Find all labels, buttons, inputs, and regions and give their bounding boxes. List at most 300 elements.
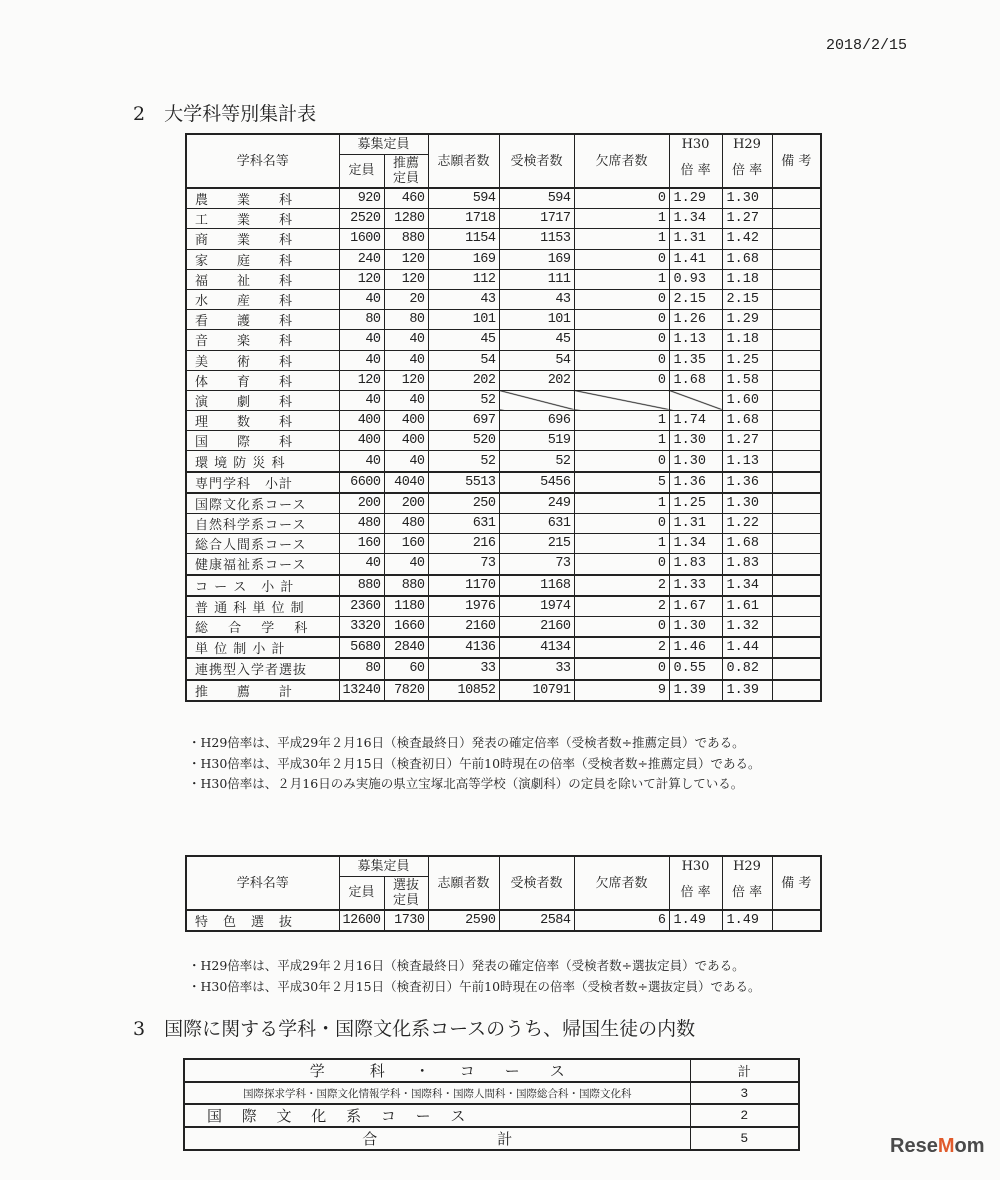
row-name: 音 楽 科 xyxy=(186,330,339,350)
examinees-cell: 43 xyxy=(499,289,574,309)
applicants-cell: 54 xyxy=(428,350,499,370)
absent-cell: 2 xyxy=(574,596,669,617)
header-applicants: 志願者数 xyxy=(428,134,499,188)
row-name: 商 業 科 xyxy=(186,229,339,249)
table-row xyxy=(186,350,821,370)
h30-rate-cell: 1.83 xyxy=(669,554,722,575)
notes-cell xyxy=(772,514,821,534)
header-notes: 備 考 xyxy=(772,856,821,910)
h30-rate-cell: 1.30 xyxy=(669,431,722,451)
notes-cell xyxy=(772,451,821,472)
header-h29: H29 xyxy=(722,856,772,876)
applicants-cell: 4136 xyxy=(428,637,499,658)
rec-capacity-cell: 7820 xyxy=(384,680,428,701)
table-row xyxy=(186,330,821,350)
row-name: 自然科学系コース xyxy=(186,514,339,534)
table-row xyxy=(184,1127,799,1150)
h30-rate-cell: 1.34 xyxy=(669,534,722,554)
applicants-cell: 73 xyxy=(428,554,499,575)
absent-cell: 1 xyxy=(574,209,669,229)
note-line: ・H29倍率は、平成29年２月16日（検査最終日）発表の確定倍率（受検者数÷選抜定員）である。 xyxy=(188,958,745,973)
header-notes: 備 考 xyxy=(772,134,821,188)
capacity-cell: 1600 xyxy=(339,229,384,249)
h29-rate-cell: 1.18 xyxy=(722,269,772,289)
header-capacity: 定員 xyxy=(339,876,384,910)
capacity-cell: 80 xyxy=(339,310,384,330)
absent-cell: 0 xyxy=(574,249,669,269)
h30-rate-cell: 1.49 xyxy=(669,910,722,931)
examinees-cell: 202 xyxy=(499,370,574,390)
section-2-title: 2 大学科等別集計表 xyxy=(133,103,317,125)
h30-rate-cell: 1.35 xyxy=(669,350,722,370)
table-row xyxy=(186,310,821,330)
notes-cell xyxy=(772,534,821,554)
header-h29-rate: 倍 率 xyxy=(722,876,772,910)
resemom-logo: ReseMom xyxy=(890,1135,985,1157)
row-name: 専門学科 小計 xyxy=(186,472,339,493)
applicants-cell: 43 xyxy=(428,289,499,309)
h29-rate-cell: 1.44 xyxy=(722,637,772,658)
table-row xyxy=(186,249,821,269)
row-name: 連携型入学者選抜 xyxy=(186,658,339,679)
h30-rate-cell: 0.55 xyxy=(669,658,722,679)
notes-cell xyxy=(772,493,821,514)
table-row xyxy=(186,554,821,575)
applicants-cell: 697 xyxy=(428,411,499,431)
capacity-cell: 40 xyxy=(339,554,384,575)
rec-capacity-cell: 80 xyxy=(384,310,428,330)
header-examinees: 受検者数 xyxy=(499,856,574,910)
notes-cell xyxy=(772,289,821,309)
capacity-cell: 480 xyxy=(339,514,384,534)
h30-rate-cell: 1.46 xyxy=(669,637,722,658)
absent-cell: 1 xyxy=(574,534,669,554)
row-name: 農 業 科 xyxy=(186,188,339,209)
table-row xyxy=(186,390,821,410)
applicants-cell: 216 xyxy=(428,534,499,554)
rec-capacity-cell: 4040 xyxy=(384,472,428,493)
h30-rate-cell: 1.26 xyxy=(669,310,722,330)
rec-capacity-cell: 460 xyxy=(384,188,428,209)
applicants-cell: 1718 xyxy=(428,209,499,229)
examinees-cell: 10791 xyxy=(499,680,574,701)
notes-cell xyxy=(772,472,821,493)
h29-rate-cell: 1.13 xyxy=(722,451,772,472)
h29-rate-cell: 1.30 xyxy=(722,188,772,209)
absent-cell: 0 xyxy=(574,616,669,637)
h30-rate-cell: 1.68 xyxy=(669,370,722,390)
applicants-cell: 1976 xyxy=(428,596,499,617)
table-row xyxy=(186,637,821,658)
h30-rate-cell: 0.93 xyxy=(669,269,722,289)
absent-cell: 1 xyxy=(574,411,669,431)
h30-rate-cell: 1.74 xyxy=(669,411,722,431)
examinees-cell: 1717 xyxy=(499,209,574,229)
notes-cell xyxy=(772,431,821,451)
capacity-cell: 40 xyxy=(339,390,384,410)
examinees-cell: 169 xyxy=(499,249,574,269)
h30-rate-cell: 1.34 xyxy=(669,209,722,229)
h30-rate-cell: 1.30 xyxy=(669,451,722,472)
notes-cell xyxy=(772,229,821,249)
header-h30: H30 xyxy=(669,856,722,876)
capacity-cell: 3320 xyxy=(339,616,384,637)
applicants-cell: 594 xyxy=(428,188,499,209)
note-line: ・H30倍率は、平成30年２月15日（検査初日）午前10時現在の倍率（受検者数÷推薦定員）である。 xyxy=(188,755,761,771)
table-row xyxy=(186,188,821,209)
header-applicants: 志願者数 xyxy=(428,856,499,910)
row-name: 国 際 科 xyxy=(186,431,339,451)
absent-cell: 0 xyxy=(574,289,669,309)
row-name: 理 数 科 xyxy=(186,411,339,431)
absent-cell: 2 xyxy=(574,575,669,596)
capacity-cell: 200 xyxy=(339,493,384,514)
examinees-cell: 1974 xyxy=(499,596,574,617)
table-row xyxy=(186,575,821,596)
row-name: コ ー ス 小 計 xyxy=(186,575,339,596)
capacity-cell: 40 xyxy=(339,451,384,472)
h29-rate-cell: 1.32 xyxy=(722,616,772,637)
header-h30: H30 xyxy=(669,134,722,154)
h29-rate-cell: 1.39 xyxy=(722,680,772,701)
applicants-cell: 33 xyxy=(428,658,499,679)
capacity-cell: 120 xyxy=(339,370,384,390)
absent-cell: 0 xyxy=(574,370,669,390)
applicants-cell: 250 xyxy=(428,493,499,514)
h29-rate-cell: 1.60 xyxy=(722,390,772,410)
h30-rate-cell: 1.67 xyxy=(669,596,722,617)
rec-capacity-cell: 120 xyxy=(384,269,428,289)
applicants-cell: 2590 xyxy=(428,910,499,931)
capacity-cell: 40 xyxy=(339,350,384,370)
examinees-cell: 5456 xyxy=(499,472,574,493)
rec-capacity-cell: 40 xyxy=(384,554,428,575)
table-row xyxy=(186,680,821,701)
h29-rate-cell: 1.27 xyxy=(722,431,772,451)
notes-cell xyxy=(772,370,821,390)
header-h29: H29 xyxy=(722,134,772,154)
table-row xyxy=(186,411,821,431)
header-absent: 欠席者数 xyxy=(574,856,669,910)
h30-rate-cell: 1.13 xyxy=(669,330,722,350)
table-row xyxy=(186,658,821,679)
notes-cell xyxy=(772,910,821,931)
applicants-cell: 2160 xyxy=(428,616,499,637)
notes-recommendation xyxy=(188,733,761,795)
h30-rate-cell: 1.33 xyxy=(669,575,722,596)
header-h30-rate: 倍 率 xyxy=(669,154,722,188)
rec-capacity-cell: 40 xyxy=(384,350,428,370)
examinees-cell: 52 xyxy=(499,451,574,472)
table-row xyxy=(186,269,821,289)
row-name: 国際文化系コース xyxy=(186,493,339,514)
h29-rate-cell: 1.36 xyxy=(722,472,772,493)
examinees-cell: 696 xyxy=(499,411,574,431)
header-rec-capacity: 推薦 定員 xyxy=(384,154,428,188)
absent-cell: 1 xyxy=(574,269,669,289)
examinees-cell: 249 xyxy=(499,493,574,514)
examinees-cell: 4134 xyxy=(499,637,574,658)
h30-rate-cell: 1.29 xyxy=(669,188,722,209)
examinees-cell: 45 xyxy=(499,330,574,350)
section-3-title: 3 国際に関する学科・国際文化系コースのうち、帰国生徒の内数 xyxy=(133,1018,696,1040)
examinees-cell: 33 xyxy=(499,658,574,679)
applicants-cell: 1154 xyxy=(428,229,499,249)
notes-cell xyxy=(772,209,821,229)
total-cell: 2 xyxy=(690,1104,799,1127)
h29-rate-cell: 1.25 xyxy=(722,350,772,370)
header-h29-rate: 倍 率 xyxy=(722,154,772,188)
h29-rate-cell: 1.83 xyxy=(722,554,772,575)
note-line: ・H30倍率は、２月16日のみ実施の県立宝塚北高等学校（演劇科）の定員を除いて計算している。 xyxy=(188,776,744,791)
capacity-cell: 40 xyxy=(339,289,384,309)
notes-selection xyxy=(188,956,761,997)
header-capacity-group: 募集定員 xyxy=(339,856,428,876)
examinees-cell: 1168 xyxy=(499,575,574,596)
total-cell: 3 xyxy=(690,1082,799,1104)
recommendation-table xyxy=(185,133,822,702)
examinees-cell: 2160 xyxy=(499,616,574,637)
rec-capacity-cell: 40 xyxy=(384,451,428,472)
applicants-cell: 10852 xyxy=(428,680,499,701)
row-name: 水 産 科 xyxy=(186,289,339,309)
h30-rate-cell: 1.31 xyxy=(669,229,722,249)
h30-rate-cell: 1.41 xyxy=(669,249,722,269)
note-line: ・H30倍率は、平成30年２月15日（検査初日）午前10時現在の倍率（受検者数÷選抜定員）である。 xyxy=(188,978,761,994)
notes-cell xyxy=(772,310,821,330)
notes-cell xyxy=(772,330,821,350)
notes-cell xyxy=(772,269,821,289)
examinees-cell: 1153 xyxy=(499,229,574,249)
table-row xyxy=(186,289,821,309)
applicants-cell: 169 xyxy=(428,249,499,269)
absent-cell: 5 xyxy=(574,472,669,493)
header-total: 計 xyxy=(690,1059,799,1082)
capacity-cell: 40 xyxy=(339,330,384,350)
rec-capacity-cell: 160 xyxy=(384,534,428,554)
table-row xyxy=(184,1082,799,1104)
applicants-cell: 5513 xyxy=(428,472,499,493)
absent-cell: 9 xyxy=(574,680,669,701)
row-name: 健康福祉系コース xyxy=(186,554,339,575)
examinees-cell: 594 xyxy=(499,188,574,209)
row-name: 工 業 科 xyxy=(186,209,339,229)
row-name: 看 護 科 xyxy=(186,310,339,330)
examinees-cell: 2584 xyxy=(499,910,574,931)
rec-capacity-cell: 1180 xyxy=(384,596,428,617)
rec-capacity-cell: 1280 xyxy=(384,209,428,229)
returnee-table xyxy=(183,1058,800,1151)
capacity-cell: 2360 xyxy=(339,596,384,617)
examinees-cell: 519 xyxy=(499,431,574,451)
notes-cell xyxy=(772,575,821,596)
h29-rate-cell: 1.27 xyxy=(722,209,772,229)
rec-capacity-cell: 400 xyxy=(384,431,428,451)
table-row xyxy=(184,1104,799,1127)
rec-capacity-cell: 2840 xyxy=(384,637,428,658)
row-name: 単 位 制 小 計 xyxy=(186,637,339,658)
row-name: 福 祉 科 xyxy=(186,269,339,289)
h29-rate-cell: 1.18 xyxy=(722,330,772,350)
table-row xyxy=(186,451,821,472)
absent-cell: 0 xyxy=(574,350,669,370)
h30-rate-cell: 1.31 xyxy=(669,514,722,534)
applicants-cell: 52 xyxy=(428,390,499,410)
h29-rate-cell: 1.61 xyxy=(722,596,772,617)
row-name: 演 劇 科 xyxy=(186,390,339,410)
header-name: 学科名等 xyxy=(186,134,339,188)
row-name: 体 育 科 xyxy=(186,370,339,390)
course-cell: 合 計 xyxy=(184,1127,690,1150)
rec-capacity-cell: 480 xyxy=(384,514,428,534)
course-cell: 国際探求学科・国際文化情報学科・国際科・国際人間科・国際総合科・国際文化科 xyxy=(184,1082,690,1104)
applicants-cell: 101 xyxy=(428,310,499,330)
h29-rate-cell: 1.42 xyxy=(722,229,772,249)
header-examinees: 受検者数 xyxy=(499,134,574,188)
applicants-cell: 112 xyxy=(428,269,499,289)
row-name: 家 庭 科 xyxy=(186,249,339,269)
header-h30-rate: 倍 率 xyxy=(669,876,722,910)
rec-capacity-cell: 1730 xyxy=(384,910,428,931)
absent-cell: 1 xyxy=(574,493,669,514)
notes-cell xyxy=(772,680,821,701)
rec-capacity-cell: 40 xyxy=(384,330,428,350)
notes-cell xyxy=(772,390,821,410)
applicants-cell: 631 xyxy=(428,514,499,534)
h29-rate-cell: 1.30 xyxy=(722,493,772,514)
rec-capacity-cell: 880 xyxy=(384,229,428,249)
absent-cell: 0 xyxy=(574,451,669,472)
h29-rate-cell: 1.68 xyxy=(722,411,772,431)
capacity-cell: 2520 xyxy=(339,209,384,229)
examinees-cell: 101 xyxy=(499,310,574,330)
applicants-cell: 1170 xyxy=(428,575,499,596)
notes-cell xyxy=(772,350,821,370)
examinees-cell xyxy=(499,390,574,410)
capacity-cell: 13240 xyxy=(339,680,384,701)
note-line: ・H29倍率は、平成29年２月16日（検査最終日）発表の確定倍率（受検者数÷推薦定員）である。 xyxy=(188,735,745,750)
table-row xyxy=(186,493,821,514)
h29-rate-cell: 1.68 xyxy=(722,534,772,554)
h30-rate-cell: 1.25 xyxy=(669,493,722,514)
special-selection-table xyxy=(185,855,822,932)
notes-cell xyxy=(772,637,821,658)
course-cell: 国 際 文 化 系 コ ー ス xyxy=(184,1104,690,1127)
notes-cell xyxy=(772,411,821,431)
h30-rate-cell: 1.36 xyxy=(669,472,722,493)
header-capacity: 定員 xyxy=(339,154,384,188)
table-row xyxy=(186,472,821,493)
h29-rate-cell: 1.68 xyxy=(722,249,772,269)
table-row xyxy=(186,616,821,637)
table-row xyxy=(186,534,821,554)
document-date: 2018/2/15 xyxy=(826,37,908,54)
applicants-cell: 45 xyxy=(428,330,499,350)
table-row xyxy=(186,229,821,249)
absent-cell: 0 xyxy=(574,658,669,679)
capacity-cell: 400 xyxy=(339,431,384,451)
notes-cell xyxy=(772,188,821,209)
rec-capacity-cell: 200 xyxy=(384,493,428,514)
examinees-cell: 54 xyxy=(499,350,574,370)
absent-cell: 0 xyxy=(574,310,669,330)
capacity-cell: 12600 xyxy=(339,910,384,931)
table-row xyxy=(186,209,821,229)
applicants-cell: 202 xyxy=(428,370,499,390)
notes-cell xyxy=(772,554,821,575)
rec-capacity-cell: 880 xyxy=(384,575,428,596)
rec-capacity-cell: 400 xyxy=(384,411,428,431)
absent-cell: 0 xyxy=(574,514,669,534)
rec-capacity-cell: 60 xyxy=(384,658,428,679)
capacity-cell: 880 xyxy=(339,575,384,596)
rec-capacity-cell: 20 xyxy=(384,289,428,309)
header-absent: 欠席者数 xyxy=(574,134,669,188)
rec-capacity-cell: 40 xyxy=(384,390,428,410)
table-row xyxy=(186,596,821,617)
absent-cell xyxy=(574,390,669,410)
row-name: 総 合 学 科 xyxy=(186,616,339,637)
header-capacity-group: 募集定員 xyxy=(339,134,428,154)
table-row xyxy=(186,910,821,931)
capacity-cell: 80 xyxy=(339,658,384,679)
capacity-cell: 240 xyxy=(339,249,384,269)
absent-cell: 1 xyxy=(574,229,669,249)
header-sel-capacity: 選抜 定員 xyxy=(384,876,428,910)
examinees-cell: 631 xyxy=(499,514,574,534)
rec-capacity-cell: 1660 xyxy=(384,616,428,637)
examinees-cell: 73 xyxy=(499,554,574,575)
row-name: 総合人間系コース xyxy=(186,534,339,554)
row-name: 美 術 科 xyxy=(186,350,339,370)
h30-rate-cell: 1.30 xyxy=(669,616,722,637)
header-name: 学科名等 xyxy=(186,856,339,910)
h29-rate-cell: 1.34 xyxy=(722,575,772,596)
applicants-cell: 520 xyxy=(428,431,499,451)
h29-rate-cell: 1.49 xyxy=(722,910,772,931)
table-row xyxy=(186,431,821,451)
table-row xyxy=(186,514,821,534)
absent-cell: 0 xyxy=(574,330,669,350)
capacity-cell: 6600 xyxy=(339,472,384,493)
row-name: 普 通 科 単 位 制 xyxy=(186,596,339,617)
absent-cell: 0 xyxy=(574,188,669,209)
examinees-cell: 111 xyxy=(499,269,574,289)
rec-capacity-cell: 120 xyxy=(384,249,428,269)
h30-rate-cell: 2.15 xyxy=(669,289,722,309)
notes-cell xyxy=(772,596,821,617)
h29-rate-cell: 1.22 xyxy=(722,514,772,534)
absent-cell: 1 xyxy=(574,431,669,451)
h30-rate-cell: 1.39 xyxy=(669,680,722,701)
h29-rate-cell: 1.58 xyxy=(722,370,772,390)
examinees-cell: 215 xyxy=(499,534,574,554)
capacity-cell: 400 xyxy=(339,411,384,431)
absent-cell: 0 xyxy=(574,554,669,575)
h29-rate-cell: 2.15 xyxy=(722,289,772,309)
h29-rate-cell: 1.29 xyxy=(722,310,772,330)
rec-capacity-cell: 120 xyxy=(384,370,428,390)
applicants-cell: 52 xyxy=(428,451,499,472)
absent-cell: 6 xyxy=(574,910,669,931)
notes-cell xyxy=(772,658,821,679)
row-name: 環 境 防 災 科 xyxy=(186,451,339,472)
notes-cell xyxy=(772,249,821,269)
notes-cell xyxy=(772,616,821,637)
capacity-cell: 160 xyxy=(339,534,384,554)
capacity-cell: 920 xyxy=(339,188,384,209)
h30-rate-cell xyxy=(669,390,722,410)
